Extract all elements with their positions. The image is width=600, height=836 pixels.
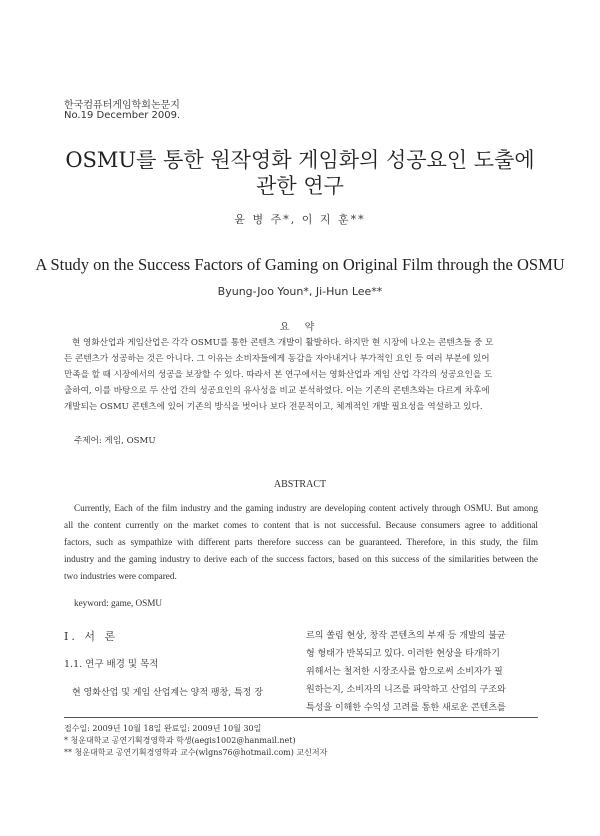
footnote-author2: ** 청운대학교 공연기획경영학과 교수(wlgns76@hotmail.com) 교신저자 [64,748,328,757]
body-line: 형 형태가 반복되고 있다. 이러한 현상을 타개하기 [306,649,500,659]
title-english: A Study on the Success Factors of Gaming on Original Film through the OSMU [35,255,565,274]
body-text-left-column: 현 영화산업 및 게임 산업계는 양적 팽창, 특정 장 [72,688,263,698]
subsection-heading-background: 1.1. 연구 배경 및 목적 [64,659,159,670]
journal-name: 한국컴퓨터게임학회논문지 [64,100,180,111]
body-line: 르의 쏠림 현상, 창작 콘텐츠의 부재 등 개발의 불균 [306,631,506,641]
authors-korean: 윤 병 주*, 이 지 훈** [234,213,366,226]
summary-line: 출하여, 이를 바탕으로 두 산업 간의 성공요인의 유사성을 비교 분석하였다. 이는 기존의 콘텐츠와는 다르게 차후에 [64,386,490,396]
authors-english: Byung-Joo Youn*, Ji-Hun Lee** [217,285,383,298]
abstract-line: all the content currently on the market comes to content that is not successful. Because consumers agree to additional [64,520,538,530]
abstract-heading: ABSTRACT [273,479,327,490]
abstract-line: industry and the gaming industry to derive each of the success factors, based on this success of the similarities between the [64,554,538,564]
summary-heading: 요 약 [279,322,321,333]
footnote-divider [64,717,538,718]
abstract-line: Currently, Each of the film industry and the gaming industry are developing content actively through OSMU. But among [74,503,538,513]
footnote-author1: * 청운대학교 공연기획경영학과 학생(aegis1002@hanmail.net) [64,736,296,745]
title-korean-line1: OSMU를 통한 원작영화 게임화의 성공요인 도출에 [65,148,535,172]
keywords-english: keyword: game, OSMU [74,598,163,608]
abstract-line: factors, such as sympathize with different parts therefore success can be guaranteed. Therefore, in this study, the film [64,537,538,547]
abstract-english [64,500,538,585]
summary-line: 든 콘텐츠가 성공하는 것은 아니다. 그 이유는 소비자들에게 동감을 자아내거나 부가적인 요인 등 여러 부분에 있어 [64,354,490,364]
summary-line: 만족을 할 때 시장에서의 성공을 보장할 수 있다. 따라서 본 연구에서는 영화산업과 게임 산업 각각의 성공요인을 도 [64,370,493,380]
title-korean-line2: 관한 연구 [256,174,344,198]
summary-line: 현 영화산업과 게임산업은 각각 OSMU를 통한 콘텐츠 개발이 활발하다. 하지만 현 시장에 나오는 콘텐츠들 중 모 [72,338,494,348]
summary-line: 개발되는 OSMU 콘텐츠에 있어 기존의 방식을 벗어나 보다 전문적이고, 체계적인 개발 필요성을 역설하고 있다. [64,402,483,412]
journal-issue: No.19 December 2009. [64,110,181,121]
body-line: 원하는지, 소비자의 니즈를 파악하고 산업의 구조와 [306,685,506,695]
abstract-line: two industries were compared. [64,571,177,581]
footnotes [64,723,327,759]
summary-korean [64,335,538,415]
footnote-dates: 접수일: 2009년 10월 18일 완료일: 2009년 10월 30일 [64,724,262,733]
body-text-right-column [306,627,538,717]
keywords-korean: 주제어: 게임, OSMU [74,436,156,446]
section-heading-introduction: I. 서 론 [64,630,119,643]
body-line: 특성을 이해한 수익성 고려를 통한 새로운 콘텐츠를 [306,703,506,713]
body-line: 위해서는 철저한 시장조사를 함으로써 소비자가 필 [306,667,503,677]
